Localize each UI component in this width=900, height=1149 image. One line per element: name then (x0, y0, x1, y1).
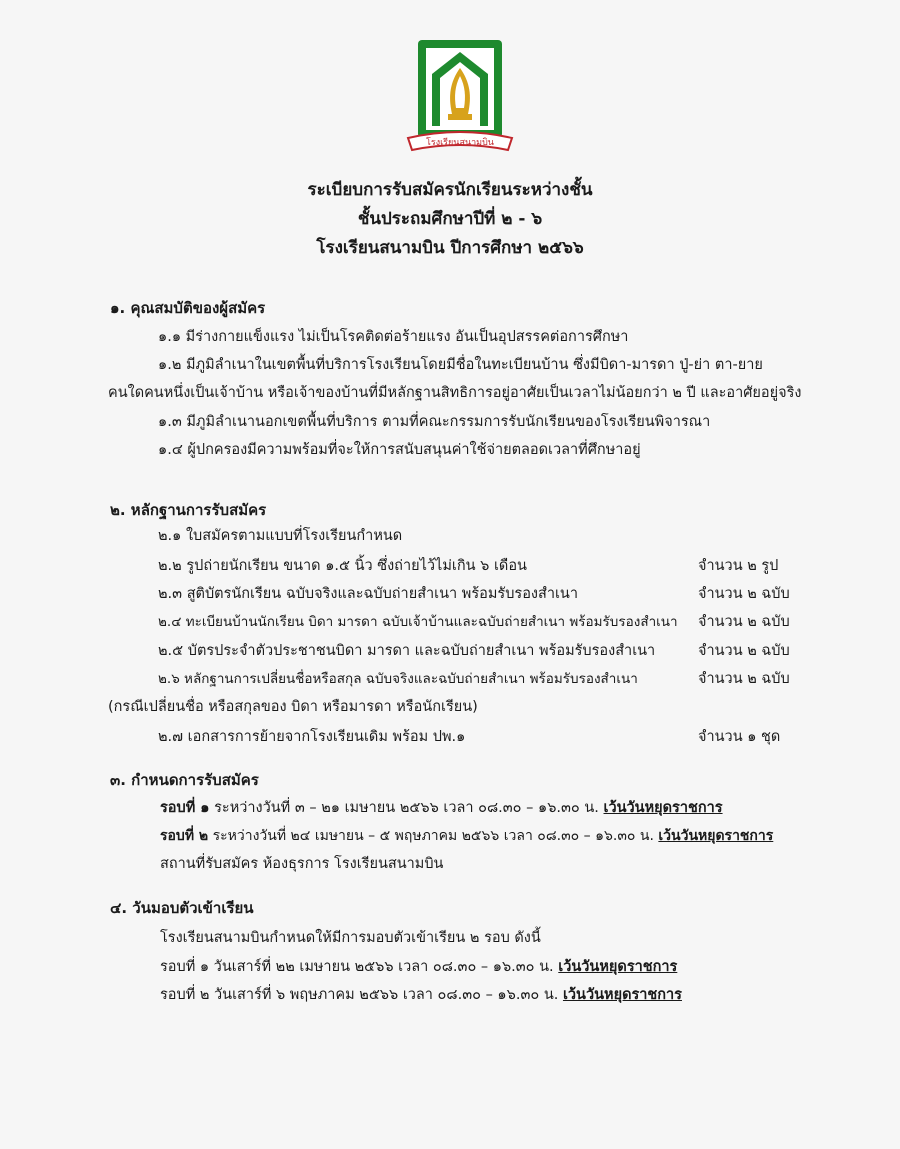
round-2-label: รอบที่ ๒ (160, 828, 209, 844)
logo-banner-text: โรงเรียนสนามบิน (426, 138, 494, 148)
section-2-item-5: ๒.๕ บัตรประจำตัวประชาชนบิดา มารดา และฉบับถ่ายสำเนา พร้อมรับรองสำเนา (158, 643, 656, 659)
round-1-text: ระหว่างวันที่ ๓ – ๒๑ เมษายน ๒๕๖๖ เวลา ๐๘.๓๐ – ๑๖.๓๐ น. (209, 800, 604, 816)
section-1-item-2-cont: คนใดคนหนึ่งเป็นเจ้าบ้าน หรือเจ้าของบ้านที่มีหลักฐานสิทธิการอยู่อาศัยเป็นเวลาไม่น้อยกว่า ๒ ปี และอาศัยอยู่จริง (108, 385, 802, 401)
title-line-2: ชั้นประถมศึกษาปีที่ ๒ - ๖ (357, 209, 543, 229)
section-2-item-7-qty: จำนวน ๑ ชุด (698, 729, 781, 745)
section-3-heading: ๓. กำหนดการรับสมัคร (110, 771, 259, 789)
section-1-item-3: ๑.๓ มีภูมิลำเนานอกเขตพื้นที่บริการ ตามที่คณะกรรมการรับนักเรียนของโรงเรียนพิจารณา (158, 414, 711, 430)
section-1-item-1: ๑.๑ มีร่างกายแข็งแรง ไม่เป็นโรคติดต่อร้ายแรง อันเป็นอุปสรรคต่อการศึกษา (158, 329, 629, 345)
title-line-3: โรงเรียนสนามบิน ปีการศึกษา ๒๕๖๖ (316, 238, 584, 258)
section-2-item-6-qty: จำนวน ๒ ฉบับ (698, 671, 790, 687)
handover-round-2-text: รอบที่ ๒ วันเสาร์ที่ ๖ พฤษภาคม ๒๕๖๖ เวลา ๐๘.๓๐ – ๑๖.๓๐ น. (160, 987, 563, 1003)
section-2-item-6: ๒.๖ หลักฐานการเปลี่ยนชื่อหรือสกุล ฉบับจริงและฉบับถ่ายสำเนา พร้อมรับรองสำเนา (158, 671, 638, 687)
section-4-intro: โรงเรียนสนามบินกำหนดให้มีการมอบตัวเข้าเรียน ๒ รอบ ดังนี้ (160, 930, 541, 946)
section-1-item-4: ๑.๔ ผู้ปกครองมีความพร้อมที่จะให้การสนับสนุนค่าใช้จ่ายตลอดเวลาที่ศึกษาอยู่ (158, 442, 641, 458)
section-1-item-2: ๑.๒ มีภูมิลำเนาในเขตพื้นที่บริการโรงเรียนโดยมีชื่อในทะเบียนบ้าน ซึ่งมีบิดา-มารดา ปู่-ย่า ตา-ยาย (158, 357, 763, 373)
section-2-item-1: ๒.๑ ใบสมัครตามแบบที่โรงเรียนกำหนด (158, 528, 403, 544)
handover-round-2-except: เว้นวันหยุดราชการ (562, 987, 682, 1003)
section-4-heading: ๔. วันมอบตัวเข้าเรียน (110, 899, 254, 917)
section-3-round-2 (160, 826, 773, 846)
section-1-heading: ๑. คุณสมบัติของผู้สมัคร (110, 299, 266, 317)
section-2-item-3: ๒.๓ สูติบัตรนักเรียน ฉบับจริงและฉบับถ่ายสำเนา พร้อมรับรองสำเนา (158, 586, 578, 602)
section-2-item-3-qty: จำนวน ๒ ฉบับ (698, 586, 790, 602)
section-2-item-2: ๒.๒ รูปถ่ายนักเรียน ขนาด ๑.๕ นิ้ว ซึ่งถ่ายไว้ไม่เกิน ๖ เดือน (158, 558, 527, 574)
round-1-label: รอบที่ ๑ (160, 800, 210, 816)
section-2-heading: ๒. หลักฐานการรับสมัคร (110, 501, 267, 519)
round-2-except: เว้นวันหยุดราชการ (658, 828, 774, 844)
round-1-except: เว้นวันหยุดราชการ (603, 800, 723, 816)
title-line-1: ระเบียบการรับสมัครนักเรียนระหว่างชั้น (307, 180, 593, 200)
section-2-item-7: ๒.๗ เอกสารการย้ายจากโรงเรียนเดิม พร้อม ปพ.๑ (158, 729, 466, 745)
section-2-item-4-qty: จำนวน ๒ ฉบับ (698, 614, 790, 630)
section-2-item-5-qty: จำนวน ๒ ฉบับ (698, 643, 790, 659)
section-4-round-1 (160, 957, 677, 977)
handover-round-1-text: รอบที่ ๑ วันเสาร์ที่ ๒๒ เมษายน ๒๕๖๖ เวลา ๐๘.๓๐ – ๑๖.๓๐ น. (160, 959, 559, 975)
section-4-round-2 (160, 985, 682, 1005)
section-2-item-4: ๒.๔ ทะเบียนบ้านนักเรียน บิดา มารดา ฉบับเจ้าบ้านและฉบับถ่ายสำเนา พร้อมรับรองสำเนา (158, 614, 678, 630)
section-3-round-1 (160, 798, 723, 818)
section-2-note: (กรณีเปลี่ยนชื่อ หรือสกุลของ บิดา หรือมารดา หรือนักเรียน) (108, 699, 478, 715)
section-3-place: สถานที่รับสมัคร ห้องธุรการ โรงเรียนสนามบิน (160, 856, 444, 872)
round-2-text: ระหว่างวันที่ ๒๔ เมษายน – ๕ พฤษภาคม ๒๕๖๖ เวลา ๐๘.๓๐ – ๑๖.๓๐ น. (208, 828, 659, 844)
section-2-item-2-qty: จำนวน ๒ รูป (698, 558, 779, 574)
handover-round-1-except: เว้นวันหยุดราชการ (558, 959, 678, 975)
